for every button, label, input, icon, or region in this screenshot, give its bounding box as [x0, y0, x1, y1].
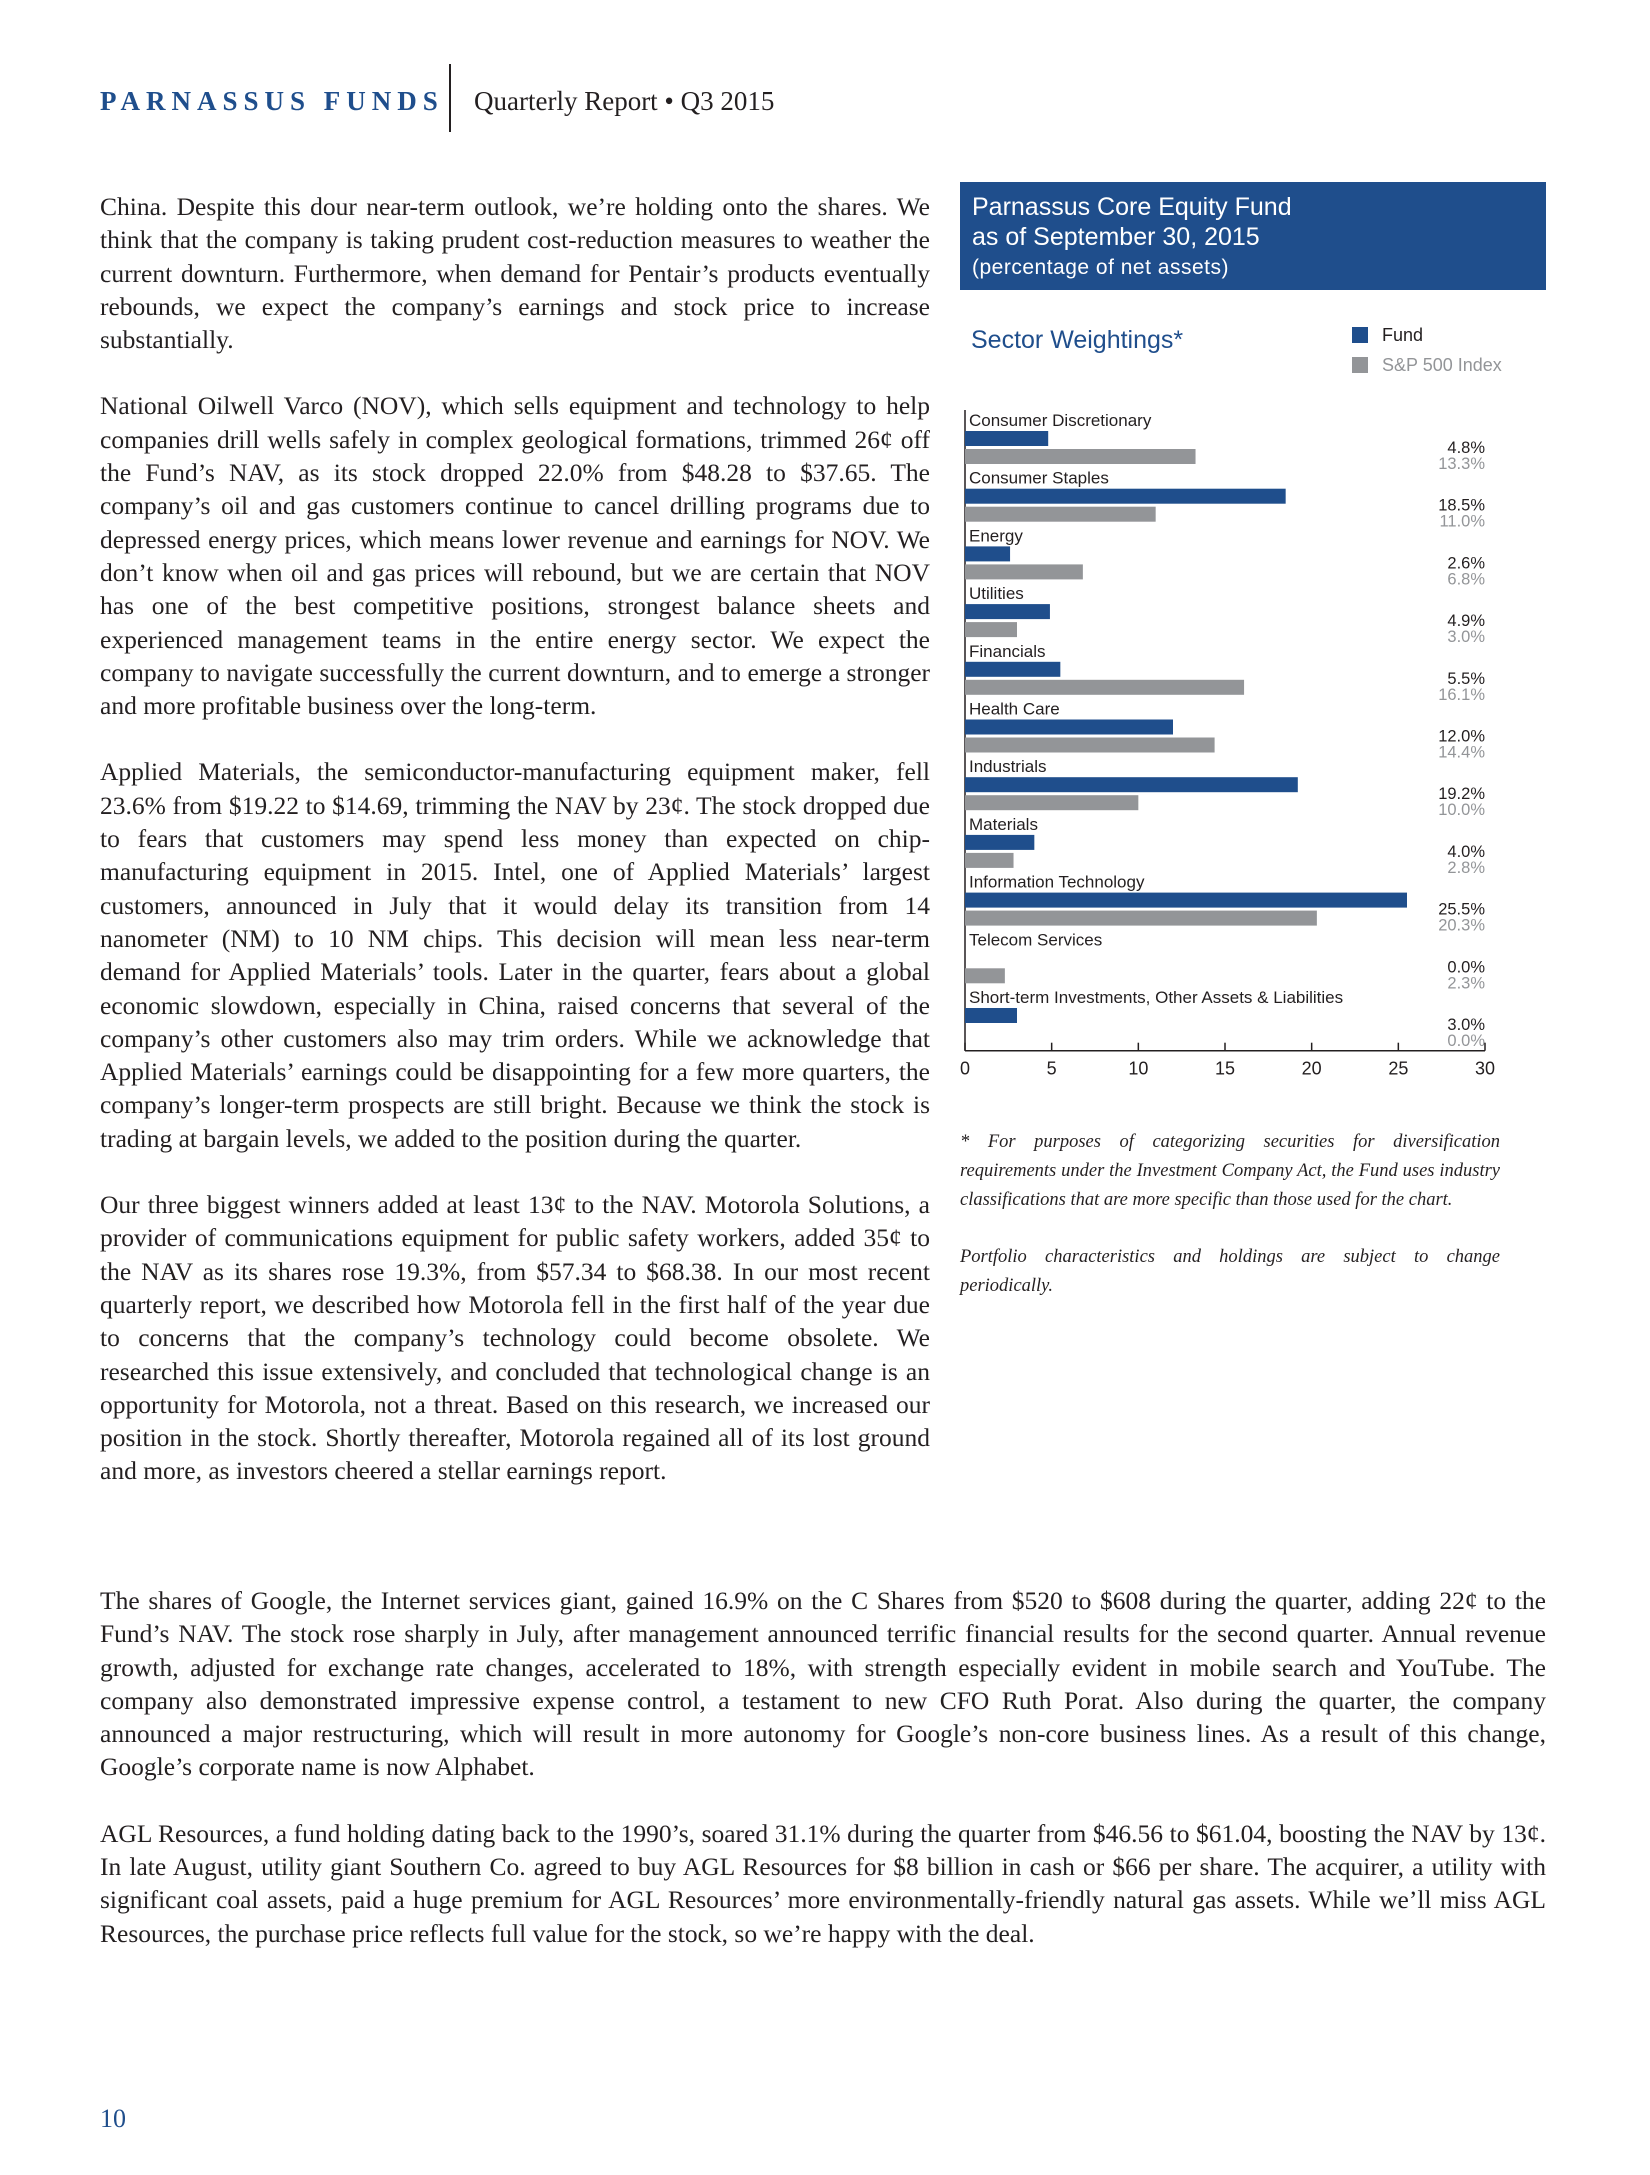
chart-legend	[1352, 320, 1502, 380]
data-label-index: 0.0%	[1447, 1032, 1485, 1050]
x-tick-label: 0	[959, 1058, 971, 1079]
bar-fund	[965, 431, 1048, 446]
sector-weightings-chart	[950, 400, 1510, 1110]
data-label-fund: 2.6%	[1447, 554, 1485, 573]
page-number: 10	[100, 2104, 126, 2133]
fund-header-box	[960, 182, 1546, 290]
category-label: Industrials	[969, 757, 1047, 777]
legend-label-index: S&P 500 Index	[1382, 354, 1502, 375]
category-label: Consumer Staples	[969, 468, 1109, 488]
paragraph-motorola: Our three biggest winners added at least 13¢ to the NAV. Motorola Solutions, a provider of communications equipment for public safety workers, added 35¢ to the NAV as its shares rose 19.3%, from $57.34 to $68.38. In our most recent quarterly report, we described how Motorola fell in the first half of the year due to concerns that the company’s technology could become obsolete. We researched this issue extensively, and concluded that technological change is an opportunity for Motorola, not a threat. Based on this research, we increased our position in the stock. Shortly thereafter, Motorola regained all of its lost ground and more, as investors cheered a stellar earnings report.	[100, 1190, 930, 1486]
bar-index	[965, 911, 1317, 926]
bar-index	[965, 853, 1014, 868]
category-label: Utilities	[969, 584, 1024, 604]
x-tick-label: 25	[1388, 1058, 1409, 1079]
bar-fund	[965, 835, 1034, 850]
category-label: Materials	[969, 814, 1038, 834]
category-label: Telecom Services	[969, 930, 1103, 950]
data-label-fund: 18.5%	[1438, 496, 1485, 515]
data-label-fund: 0.0%	[1447, 958, 1485, 977]
data-label-index: 20.3%	[1438, 916, 1485, 935]
legend-label-fund: Fund	[1382, 324, 1424, 345]
chart-title: Sector Weightings*	[971, 326, 1184, 354]
footnote: * For purposes of categorizing securities for diversification requirements under the Investment Company Act, the Fund uses industry classifications that are more specific than those used for the chart.	[960, 1132, 1500, 1210]
paragraph-applied-materials: Applied Materials, the semiconductor-manufacturing equipment maker, fell 23.6% from $19.22 to $14.69, trimming the NAV by 23¢. The stock dropped due to fears that customers may spend less money than expected on chip-manufacturing equipment in 2015. Intel, one of Applied Materials’ largest customers, announced in July that it would delay its transition from 14 nanometer (NM) to 10 NM chips. This decision will mean less near-term demand for Applied Materials’ tools. Later in the quarter, fears about a global economic slowdown, especially in China, raised concerns that several of the company’s other customers also may trim orders. While we acknowledge that Applied Materials’ earnings could be disappointing for a few more quarters, the company’s longer-term prospects are still bright. Because we think the stock is trading at bargain levels, we added to the position during the quarter.	[100, 757, 930, 1153]
x-tick-label: 5	[1046, 1058, 1057, 1079]
bar-index	[965, 968, 1005, 983]
legend-swatch-fund	[1352, 327, 1368, 343]
bar-index	[965, 564, 1083, 579]
bar-fund	[965, 604, 1050, 619]
legend-swatch-index	[1352, 357, 1368, 373]
x-tick-label: 20	[1301, 1058, 1322, 1079]
paragraph-nov: National Oilwell Varco (NOV), which sells equipment and technology to help companies drill wells safely in complex geological formations, trimmed 26¢ off the Fund’s NAV, as its stock dropped 22.0% from $48.28 to $37.65. The company’s oil and gas customers continue to cancel drilling programs due to depressed energy prices, which means lower revenue and earnings for NOV. We don’t know when oil and gas prices will rebound, but we are certain that NOV has one of the best competitive positions, strongest balance sheets and experienced management teams in the entire energy sector. We expect the company to navigate successfully the current downturn, and to emerge a stronger and more profitable business over the long-term.	[100, 391, 930, 721]
data-label-fund: 4.0%	[1447, 842, 1485, 861]
category-label: Short-term Investments, Other Assets & Liabilities	[969, 988, 1344, 1007]
x-tick-label: 30	[1474, 1058, 1496, 1079]
fund-subtitle: (percentage of net assets)	[972, 256, 1229, 279]
bar-index	[965, 622, 1017, 637]
data-label-fund: 25.5%	[1438, 900, 1485, 919]
disclaimer: Portfolio characteristics and holdings are subject to change periodically.	[960, 1247, 1500, 1296]
report-title: Quarterly Report • Q3 2015	[474, 86, 775, 116]
bar-fund	[965, 893, 1407, 908]
category-label: Health Care	[969, 699, 1060, 719]
data-label-fund: 4.8%	[1447, 439, 1485, 457]
category-label: Energy	[969, 526, 1023, 546]
x-tick-label: 15	[1214, 1058, 1236, 1079]
data-label-fund: 4.9%	[1447, 612, 1485, 631]
legend-item-fund	[1352, 320, 1502, 350]
category-label: Financials	[969, 641, 1046, 661]
data-label-fund: 3.0%	[1447, 1016, 1485, 1034]
category-label: Consumer Discretionary	[969, 411, 1152, 430]
bar-fund	[965, 662, 1060, 677]
legend-item-index	[1352, 350, 1502, 380]
bar-fund	[965, 546, 1010, 561]
bar-index	[965, 738, 1215, 753]
data-label-fund: 5.5%	[1447, 669, 1485, 688]
data-label-fund: 12.0%	[1438, 727, 1485, 746]
bar-fund	[965, 720, 1173, 735]
data-label-index: 14.4%	[1438, 743, 1485, 762]
data-label-index: 6.8%	[1447, 570, 1485, 589]
bar-index	[965, 795, 1138, 810]
data-label-index: 13.3%	[1438, 455, 1485, 473]
paragraph-pentair: China. Despite this dour near-term outlook, we’re holding onto the shares. We think that the company is taking prudent cost-reduction measures to weather the current downturn. Furthermore, when demand for Pentair’s products eventually rebounds, we expect the company’s earnings and stock price to increase substantially.	[100, 192, 930, 355]
bar-fund	[965, 489, 1286, 504]
paragraph-agl: AGL Resources, a fund holding dating back to the 1990’s, soared 31.1% during the quarter from $46.56 to $61.04, boosting the NAV by 13¢. In late August, utility giant Southern Co. agreed to buy AGL Resources for $8 billion in cash or $66 per share. The acquirer, a utility with significant coal assets, paid a huge premium for AGL Resources’ more environmentally-friendly natural gas assets. While we’ll miss AGL Resources, the purchase price reflects full value for the stock, so we’re happy with the deal.	[100, 1818, 1546, 1948]
x-tick-label: 10	[1128, 1058, 1149, 1079]
fund-date: as of September 30, 2015	[972, 223, 1260, 251]
category-label: Information Technology	[969, 872, 1145, 892]
bar-index	[965, 507, 1156, 522]
data-label-fund: 19.2%	[1438, 785, 1485, 804]
bar-index	[965, 449, 1196, 464]
bar-fund	[965, 777, 1298, 792]
data-label-index: 11.0%	[1439, 512, 1485, 531]
fund-name: Parnassus Core Equity Fund	[972, 193, 1292, 221]
data-label-index: 2.8%	[1447, 858, 1485, 877]
left-column	[100, 190, 930, 1521]
brand-logo: PARNASSUS FUNDS	[100, 86, 444, 116]
data-label-index: 2.3%	[1447, 974, 1485, 993]
data-label-index: 16.1%	[1438, 685, 1485, 704]
bar-index	[965, 680, 1244, 695]
data-label-index: 10.0%	[1438, 801, 1485, 820]
bar-fund	[965, 1008, 1017, 1023]
header-divider	[449, 64, 451, 132]
paragraph-google: The shares of Google, the Internet services giant, gained 16.9% on the C Shares from $520 to $608 during the quarter, adding 22¢ to the Fund’s NAV. The stock rose sharply in July, after management announced terrific financial results for the second quarter. Annual revenue growth, adjusted for exchange rate changes, accelerated to 18%, with strength especially evident in mobile search and YouTube. The company also demonstrated impressive expense control, a testament to new CFO Ruth Porat. Also during the quarter, the company announced a major restructuring, which will result in more autonomy for Google’s non-core business lines. As a result of this change, Google’s corporate name is now Alphabet.	[100, 1586, 1546, 1782]
chart-notes	[960, 1128, 1500, 1329]
full-width-column	[100, 1584, 1546, 1983]
data-label-index: 3.0%	[1447, 628, 1485, 647]
